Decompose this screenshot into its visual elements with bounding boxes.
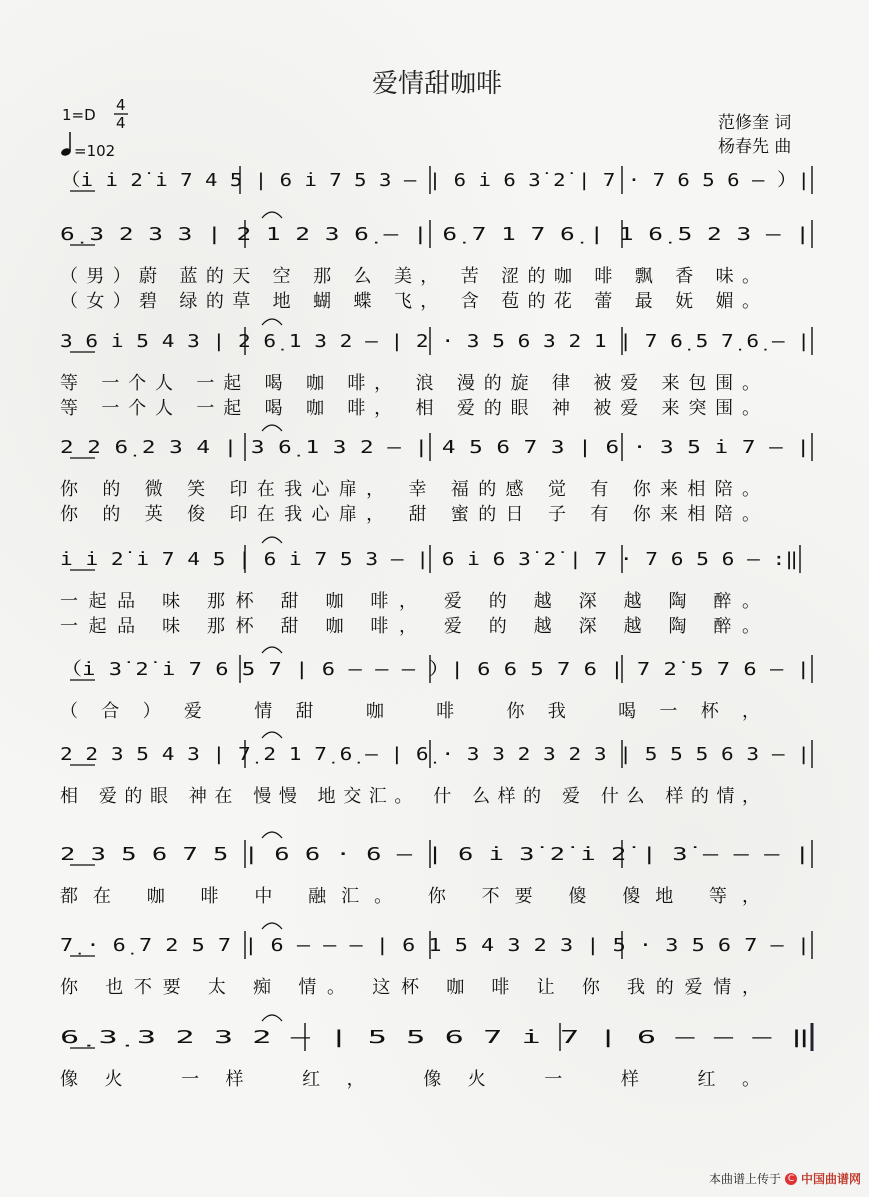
slur-arc bbox=[262, 212, 282, 218]
notation-line: （i̇ i̇ 2̇ i̇ 7 4 5 | 6 i̇ 7 5 3 – | 6 i̇ 6 3̇ 2̇ | 7 · 7 6 5 6 – ）| bbox=[60, 170, 810, 191]
notation-line: 2 2 6̣ 2 3 4 | 3 6̣ 1 3 2 – | 4 5 6 7 3 | 6 · 3 5 i̇ 7 – | bbox=[60, 437, 810, 458]
site-logo: 中国曲谱网 bbox=[800, 1172, 861, 1186]
key-signature: 1=D bbox=[62, 106, 96, 124]
time-signature-bottom: 4 bbox=[116, 114, 126, 132]
lyricist-credit: 范修奎 词 bbox=[718, 113, 792, 133]
time-signature-top: 4 bbox=[116, 96, 126, 114]
lyric-line: （合）爱 情甜 咖 啡 你我 喝一杯， bbox=[60, 701, 761, 722]
score-row bbox=[60, 647, 812, 722]
score-row bbox=[60, 166, 812, 194]
score-row bbox=[60, 732, 812, 807]
slur-arc bbox=[262, 647, 282, 653]
logo-icon: C bbox=[785, 1173, 797, 1185]
score-row bbox=[60, 1015, 812, 1090]
score-row bbox=[60, 832, 812, 907]
notation-line: （i̇ 3̇ 2̇ i̇ 7 6 5 7 | 6 – – – ）| 6 6 5 7 6 | 7 2̇ 5 7 6 – | bbox=[60, 659, 811, 680]
score-row bbox=[60, 319, 812, 419]
page-title: 爱情甜咖啡 bbox=[371, 69, 503, 99]
notation-line: 3 6 i̇ 5 4 3 | 2 6̣ 1 3 2 – | 2 · 3 5 6 3 2 1 | 7 6̣ 5 7̣ 6̣ – | bbox=[60, 331, 810, 352]
lyric-line: 你 也不要 太 痴 情。 这杯 咖 啡 让 你 我的爱情， bbox=[60, 977, 760, 998]
slur-arc bbox=[262, 425, 282, 431]
score-row bbox=[60, 425, 812, 525]
lyric-line: 等 一个人 一起 喝 咖 啡， 浪 漫的旋 律 被爱 来包围。 bbox=[60, 373, 760, 394]
slur-arc bbox=[262, 923, 282, 929]
footer-watermark bbox=[709, 1170, 861, 1187]
tempo-mark: =102 bbox=[74, 142, 116, 160]
notation-line: 2 3 5 6 7 5 | 6 6 · 6 – | 6 i̇ 3̇ 2̇ i̇ 2̇ | 3̇ – – – | bbox=[60, 844, 810, 865]
lyric-line: （女）碧 绿的草 地 蝴 蝶 飞， 含 苞的花 蕾 最 妩 媚。 bbox=[60, 291, 761, 312]
lyric-line: 你 的 英 俊 印在我心扉， 甜 蜜的日 子 有 你来相陪。 bbox=[60, 504, 761, 525]
notation-line: i̇ i̇ 2̇ i̇ 7 4 5 | 6 i̇ 7 5 3 – | 6 i̇ 6 3̇ 2̇ | 7 · 7 6 5 6 – :‖ bbox=[60, 549, 798, 570]
slur-arc bbox=[262, 732, 282, 738]
slur-arc bbox=[262, 537, 282, 543]
slur-arc bbox=[262, 832, 282, 838]
score-row bbox=[60, 537, 800, 637]
notation-line: 6̣ 3̣ 3 2 3 2 – | 5 5 6 7 i̇ 7 | 6 – – – ‖ bbox=[60, 1027, 810, 1048]
score-row bbox=[60, 923, 812, 998]
score-row bbox=[60, 212, 812, 312]
quarter-note-icon bbox=[60, 132, 72, 157]
lyric-line: 都在 咖 啡 中 融汇。 你 不要 傻 傻地 等， bbox=[60, 886, 760, 907]
notation-line: 2 2 3 5 4 3 | 7̣ 2 1 7̣ 6̣ – | 6̣ · 3 3 2 3 2 3 | 5 5 5 6 3 – | bbox=[60, 744, 810, 765]
footer-text: 本曲谱上传于 bbox=[708, 1172, 781, 1186]
lyric-line: 你 的 微 笑 印在我心扉， 幸 福的感 觉 有 你来相陪。 bbox=[60, 479, 761, 500]
notation-line: 6̣ 3 2 3 3 | 2 1 2 3 6̣ – | 6̣ 7 1 7 6̣ | 1 6̣ 5 2 3 – | bbox=[60, 224, 810, 245]
slur-arc bbox=[262, 319, 282, 325]
slur-arc bbox=[262, 1015, 282, 1021]
lyric-line: 像火 一样 红， 像火 一 样 红。 bbox=[60, 1069, 760, 1090]
notation-line: 7̣ · 6̣ 7 2 5 7 | 6 – – – | 6 1 5 4 3 2 3 | 5 · 3 5 6 7 – | bbox=[60, 935, 810, 956]
lyric-line: 相 爱的眼 神在 慢慢 地交汇。 什 么样的 爱 什么 样的情， bbox=[60, 786, 760, 807]
lyric-line: （男）蔚 蓝的天 空 那 么 美， 苦 涩的咖 啡 飘 香 味。 bbox=[60, 266, 761, 287]
composer-credit: 杨春先 曲 bbox=[718, 137, 792, 157]
lyric-line: 一起品 味 那杯 甜 咖 啡， 爱 的 越 深 越 陶 醉。 bbox=[60, 591, 760, 612]
lyric-line: 一起品 味 那杯 甜 咖 啡， 爱 的 越 深 越 陶 醉。 bbox=[60, 616, 760, 637]
lyric-line: 等 一个人 一起 喝 咖 啡， 相 爱的眼 神 被爱 来突围。 bbox=[60, 398, 760, 419]
